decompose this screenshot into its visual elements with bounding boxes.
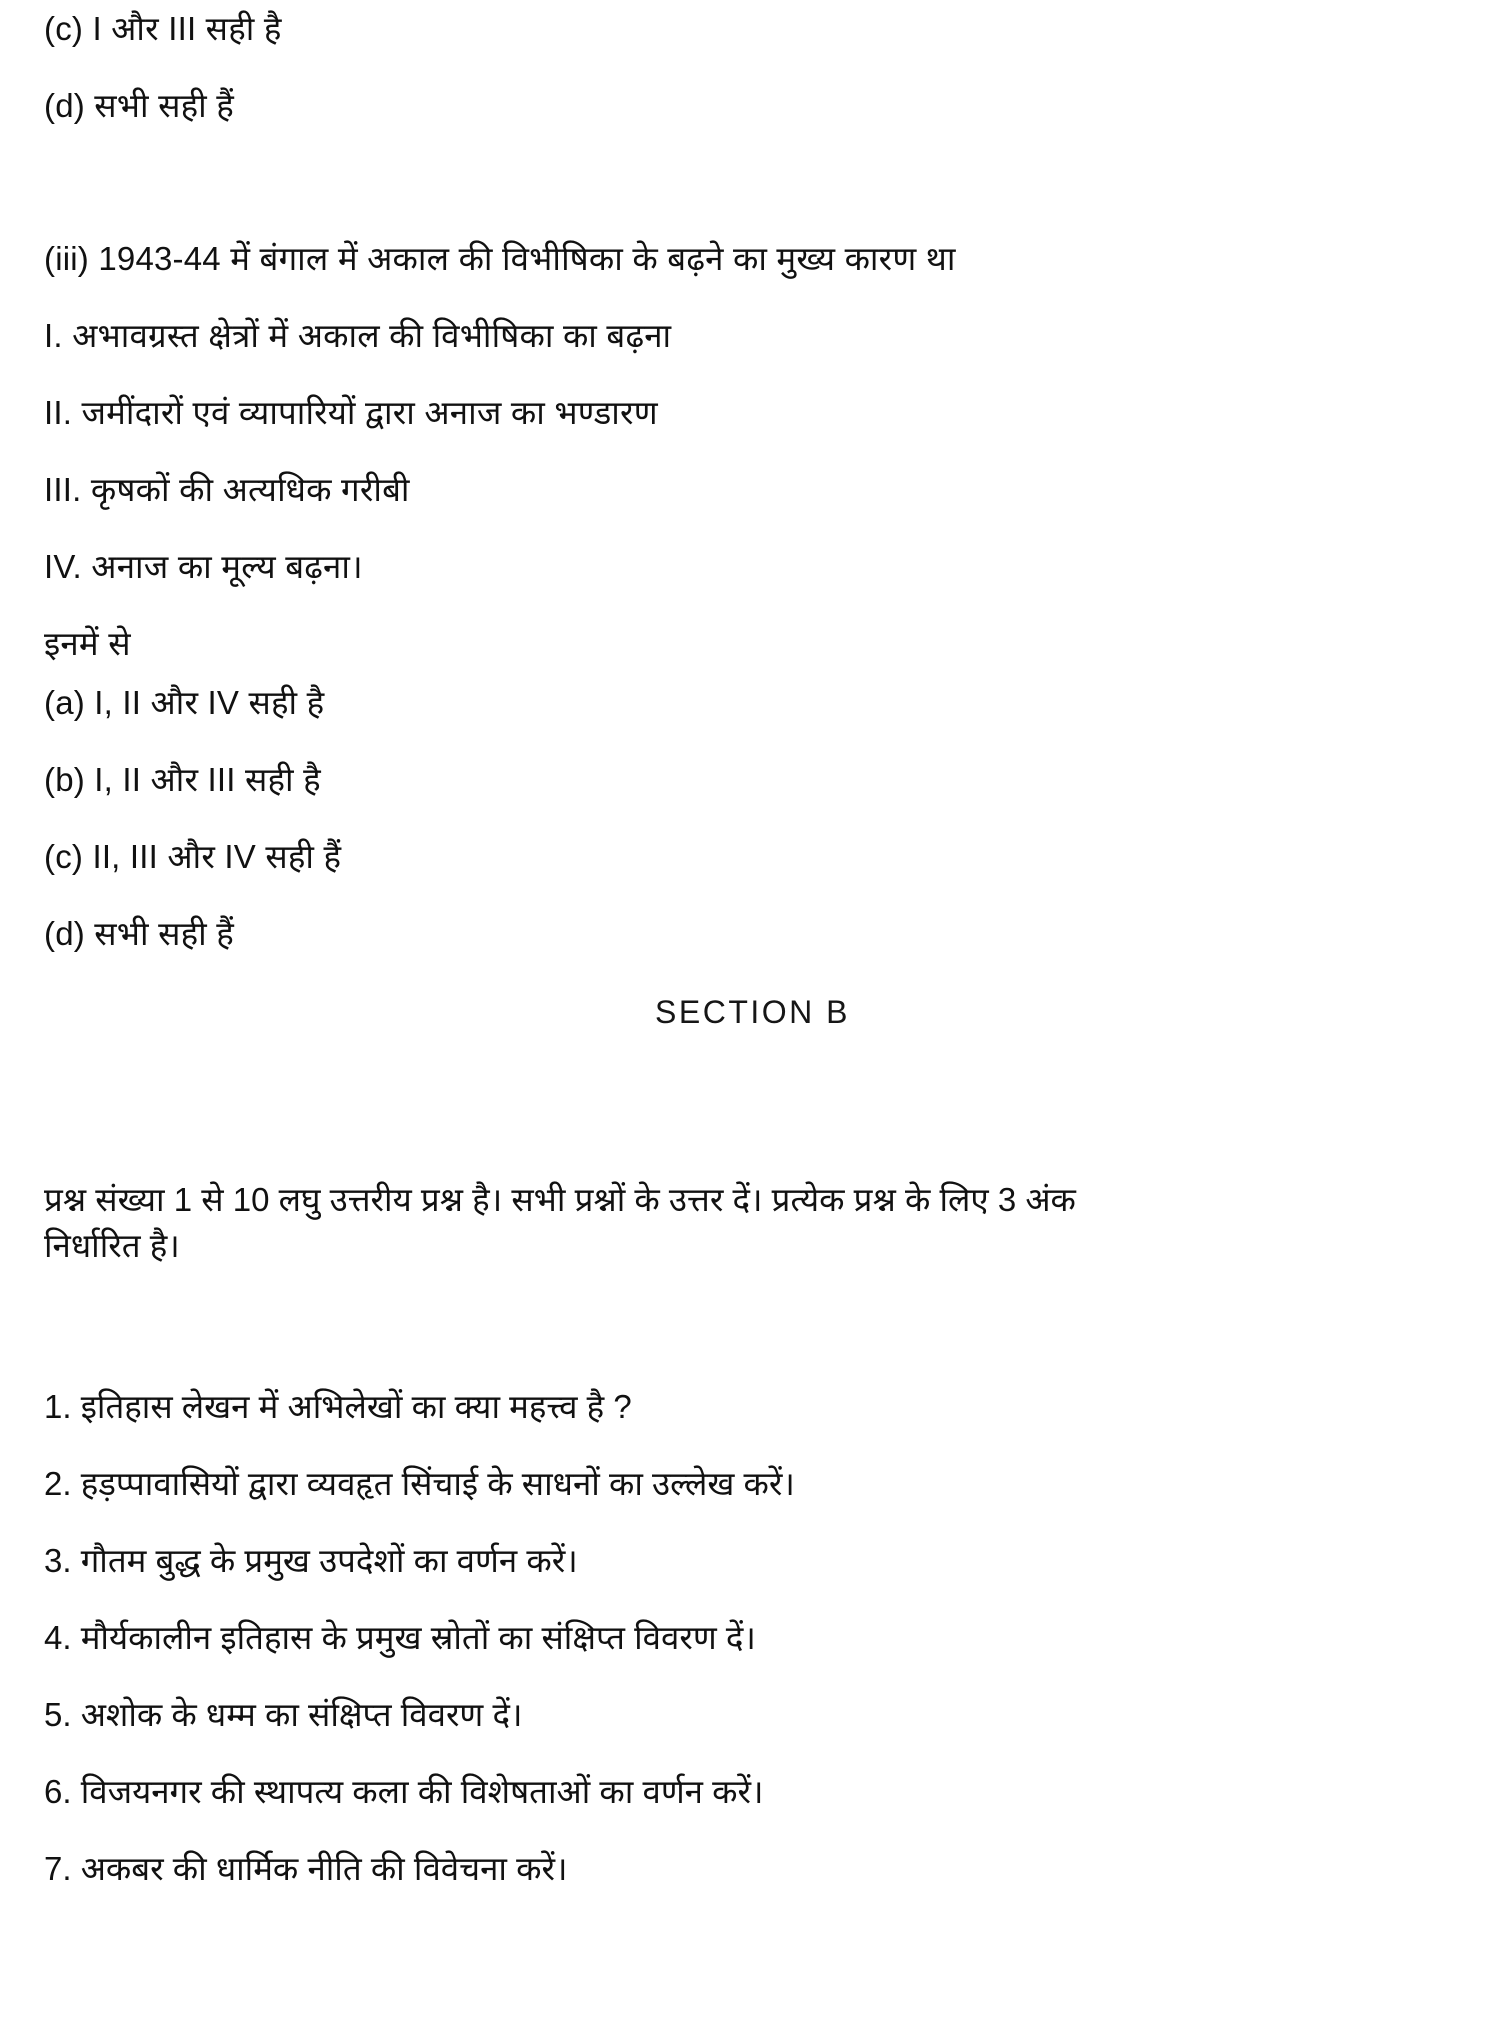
spacer bbox=[44, 506, 1461, 550]
question-iii-option-c: (c) II, III और IV सही हैं bbox=[44, 838, 342, 875]
list-item: 3. गौतम बुद्ध के प्रमुख उपदेशों का वर्णन करें। bbox=[44, 1542, 578, 1580]
spacer bbox=[44, 352, 1461, 396]
spacer bbox=[44, 429, 1461, 473]
spacer bbox=[44, 275, 1461, 319]
spacer bbox=[44, 45, 1461, 89]
list-item: 5. अशोक के धम्म का संक्षिप्त विवरण दें। bbox=[44, 1696, 523, 1734]
list-item: 4. मौर्यकालीन इतिहास के प्रमुख स्रोतों का संक्षिप्त विवरण दें। bbox=[44, 1619, 756, 1657]
question-iii-statement-4: IV. अनाज का मूल्य बढ़ना। bbox=[44, 548, 363, 585]
question-iii-option-b: (b) I, II और III सही है bbox=[44, 761, 321, 798]
question-iii-statement-1: I. अभावग्रस्त क्षेत्रों में अकाल की विभीषिका का बढ़ना bbox=[44, 317, 672, 354]
carryover-option-c: (c) I और III सही है bbox=[44, 10, 282, 47]
spacer bbox=[44, 796, 1461, 840]
question-iii-stem: (iii) 1943-44 में बंगाल में अकाल की विभीषिका के बढ़ने का मुख्य कारण था bbox=[44, 240, 956, 277]
list-item: 7. अकबर की धार्मिक नीति की विवेचना करें। bbox=[44, 1850, 568, 1888]
spacer bbox=[44, 1577, 1461, 1621]
spacer bbox=[44, 1500, 1461, 1544]
section-b-instruction: प्रश्न संख्या 1 से 10 लघु उत्तरीय प्रश्न है। सभी प्रश्नों के उत्तर दें। प्रत्येक प्रश्न के लिए 3 अंक निर्धारित है। bbox=[44, 1181, 1076, 1264]
spacer bbox=[44, 873, 1461, 917]
carryover-option-d: (d) सभी सही हैं bbox=[44, 87, 234, 124]
question-iii-statement-3: III. कृषकों की अत्यधिक गरीबी bbox=[44, 471, 410, 508]
spacer bbox=[44, 1423, 1461, 1467]
spacer bbox=[44, 1654, 1461, 1698]
spacer bbox=[44, 583, 1461, 627]
spacer bbox=[44, 1808, 1461, 1852]
section-b-question-list bbox=[44, 1388, 1461, 1888]
list-item: 1. इतिहास लेखन में अभिलेखों का क्या महत्त्व है ? bbox=[44, 1388, 632, 1426]
spacer bbox=[44, 1731, 1461, 1775]
spacer bbox=[44, 660, 1461, 686]
list-item: 6. विजयनगर की स्थापत्य कला की विशेषताओं का वर्णन करें। bbox=[44, 1773, 764, 1811]
question-iii-statement-2: II. जमींदारों एवं व्यापारियों द्वारा अनाज का भण्डारण bbox=[44, 394, 658, 431]
spacer-before-section-heading bbox=[44, 950, 1461, 994]
spacer bbox=[44, 719, 1461, 763]
spacer-before-questions bbox=[44, 1268, 1461, 1364]
spacer bbox=[44, 1151, 1461, 1177]
section-b-heading: SECTION B bbox=[655, 994, 850, 1030]
question-iii-lead-in: इनमें से bbox=[44, 625, 131, 662]
spacer bbox=[44, 1364, 1461, 1390]
spacer-after-section-heading bbox=[44, 1031, 1461, 1151]
question-iii-option-d: (d) सभी सही हैं bbox=[44, 915, 234, 952]
list-item: 2. हड़प्पावासियों द्वारा व्यवहृत सिंचाई के साधनों का उल्लेख करें। bbox=[44, 1465, 795, 1503]
spacer-before-question-iii bbox=[44, 122, 1461, 242]
question-iii-option-a: (a) I, II और IV सही है bbox=[44, 684, 325, 721]
